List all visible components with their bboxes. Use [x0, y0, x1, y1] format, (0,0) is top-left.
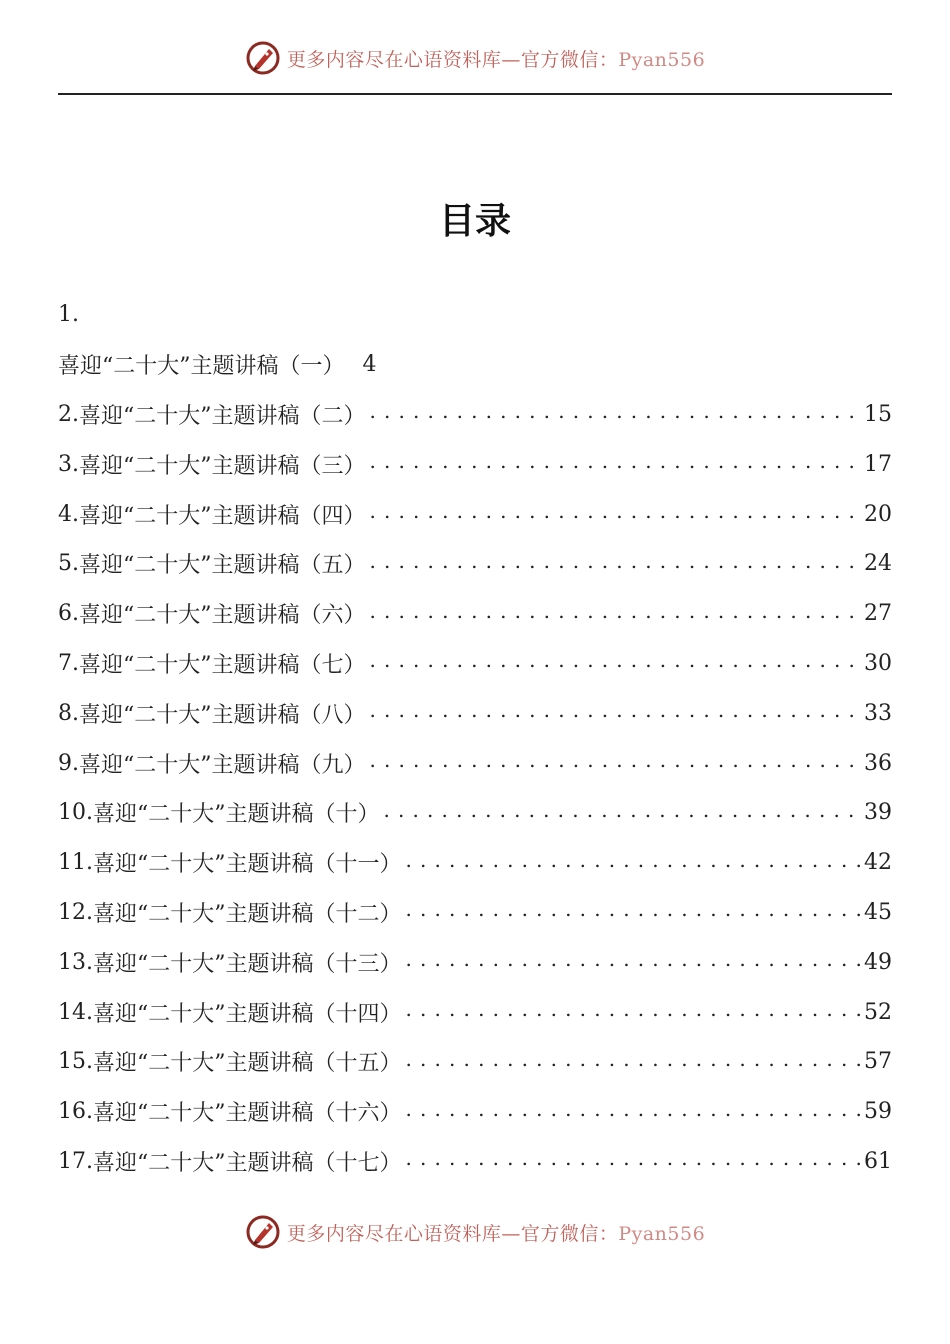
toc-entry-label: 喜迎“二十大”主题讲稿（六） — [79, 603, 366, 629]
toc-entry[interactable] — [58, 937, 892, 987]
table-of-contents — [58, 290, 892, 1186]
toc-entry-page: 36 — [864, 750, 892, 776]
toc-entry-label: 喜迎“二十大”主题讲稿（十） — [93, 802, 380, 828]
toc-entry[interactable] — [58, 1137, 892, 1187]
watermark-wechat-id: Pyan556 — [618, 48, 706, 71]
toc-entry[interactable] — [58, 340, 892, 390]
toc-leader-dots — [370, 752, 861, 774]
toc-entry[interactable] — [58, 838, 892, 888]
toc-leader-dots — [370, 403, 861, 425]
toc-leader-dots — [406, 1001, 861, 1023]
toc-entry-page: 57 — [864, 1049, 892, 1075]
toc-entry-page: 30 — [864, 650, 892, 676]
toc-leader-dots — [370, 603, 861, 625]
toc-entry[interactable] — [58, 589, 892, 639]
toc-leader-dots — [370, 453, 861, 475]
toc-entry-page: 42 — [864, 850, 892, 876]
toc-entry-label: 喜迎“二十大”主题讲稿（九） — [79, 752, 366, 778]
toc-entry-page: 24 — [864, 551, 892, 577]
toc-entry-number: 17. — [58, 1148, 93, 1174]
toc-entry[interactable] — [58, 688, 892, 738]
toc-entry-label: 喜迎“二十大”主题讲稿（十二） — [93, 901, 402, 927]
toc-leader-dots — [406, 951, 861, 973]
toc-entry[interactable] — [58, 639, 892, 689]
toc-entry[interactable] — [58, 489, 892, 539]
toc-leader-dots — [406, 852, 861, 874]
toc-leader-dots — [406, 1051, 861, 1073]
toc-entry[interactable] — [58, 290, 892, 340]
toc-leader-dots — [370, 652, 861, 674]
toc-entry-label: 喜迎“二十大”主题讲稿（四） — [79, 503, 366, 529]
toc-entry-page: 61 — [864, 1148, 892, 1174]
toc-entry-page: 33 — [864, 700, 892, 726]
watermark-wechat-id: Pyan556 — [618, 1222, 706, 1245]
toc-leader-dots — [370, 503, 861, 525]
toc-entry-number: 4. — [58, 501, 79, 527]
toc-entry[interactable] — [58, 1037, 892, 1087]
fountain-pen-logo-icon — [245, 40, 281, 76]
header-divider — [58, 93, 892, 95]
toc-entry-page: 59 — [864, 1099, 892, 1125]
toc-entry-page: 52 — [864, 999, 892, 1025]
toc-entry[interactable] — [58, 390, 892, 440]
toc-entry-page: 15 — [864, 401, 892, 427]
fountain-pen-logo-icon — [245, 1214, 281, 1250]
header-watermark — [0, 38, 950, 78]
toc-entry-number: 11. — [58, 850, 93, 876]
toc-entry[interactable] — [58, 1087, 892, 1137]
toc-entry-number: 1. — [58, 302, 79, 328]
toc-entry-label: 喜迎“二十大”主题讲稿（一） — [58, 354, 345, 380]
toc-entry-page: 39 — [864, 800, 892, 826]
toc-leader-dots — [370, 702, 861, 724]
toc-entry-label: 喜迎“二十大”主题讲稿（五） — [79, 553, 366, 579]
toc-entry-page: 20 — [864, 501, 892, 527]
toc-leader-dots — [384, 802, 861, 824]
toc-entry-label: 喜迎“二十大”主题讲稿（十三） — [93, 951, 402, 977]
toc-entry[interactable] — [58, 888, 892, 938]
toc-entry-label: 喜迎“二十大”主题讲稿（十五） — [93, 1051, 402, 1077]
watermark-text: 更多内容尽在心语资料库—官方微信： — [286, 48, 619, 71]
toc-leader-dots — [406, 1101, 861, 1123]
toc-entry[interactable] — [58, 539, 892, 589]
toc-entry-label: 喜迎“二十大”主题讲稿（十七） — [93, 1150, 402, 1176]
toc-entry-page: 4 — [362, 352, 377, 378]
toc-entry-number: 2. — [58, 401, 79, 427]
toc-leader-dots — [406, 901, 861, 923]
toc-entry-number: 9. — [58, 750, 79, 776]
toc-entry-number: 16. — [58, 1099, 93, 1125]
toc-entry-number: 13. — [58, 949, 93, 975]
toc-entry-page: 45 — [864, 899, 892, 925]
toc-entry-label: 喜迎“二十大”主题讲稿（八） — [79, 702, 366, 728]
toc-entry-number: 7. — [58, 650, 79, 676]
toc-leader-dots — [406, 1150, 861, 1172]
toc-entry-label: 喜迎“二十大”主题讲稿（十四） — [93, 1001, 402, 1027]
toc-entry-label: 喜迎“二十大”主题讲稿（三） — [79, 453, 366, 479]
toc-entry-label: 喜迎“二十大”主题讲稿（七） — [79, 652, 366, 678]
toc-leader-dots — [370, 553, 861, 575]
footer-watermark — [0, 1212, 950, 1252]
toc-entry-page: 49 — [864, 949, 892, 975]
toc-entry-label: 喜迎“二十大”主题讲稿（二） — [79, 403, 366, 429]
toc-entry[interactable] — [58, 439, 892, 489]
toc-entry-page: 27 — [864, 601, 892, 627]
toc-entry[interactable] — [58, 987, 892, 1037]
page-title: 目录 — [438, 201, 511, 242]
toc-entry[interactable] — [58, 788, 892, 838]
toc-entry-page: 17 — [864, 451, 892, 477]
toc-entry-number: 12. — [58, 899, 93, 925]
toc-entry[interactable] — [58, 738, 892, 788]
watermark-text: 更多内容尽在心语资料库—官方微信： — [286, 1222, 619, 1245]
toc-entry-number: 15. — [58, 1049, 93, 1075]
toc-entry-number: 5. — [58, 551, 79, 577]
toc-entry-number: 6. — [58, 601, 79, 627]
toc-entry-number: 8. — [58, 700, 79, 726]
toc-entry-number: 10. — [58, 800, 93, 826]
toc-entry-label: 喜迎“二十大”主题讲稿（十六） — [93, 1101, 402, 1127]
toc-entry-number: 14. — [58, 999, 93, 1025]
toc-entry-label: 喜迎“二十大”主题讲稿（十一） — [93, 852, 402, 878]
toc-entry-number: 3. — [58, 451, 79, 477]
